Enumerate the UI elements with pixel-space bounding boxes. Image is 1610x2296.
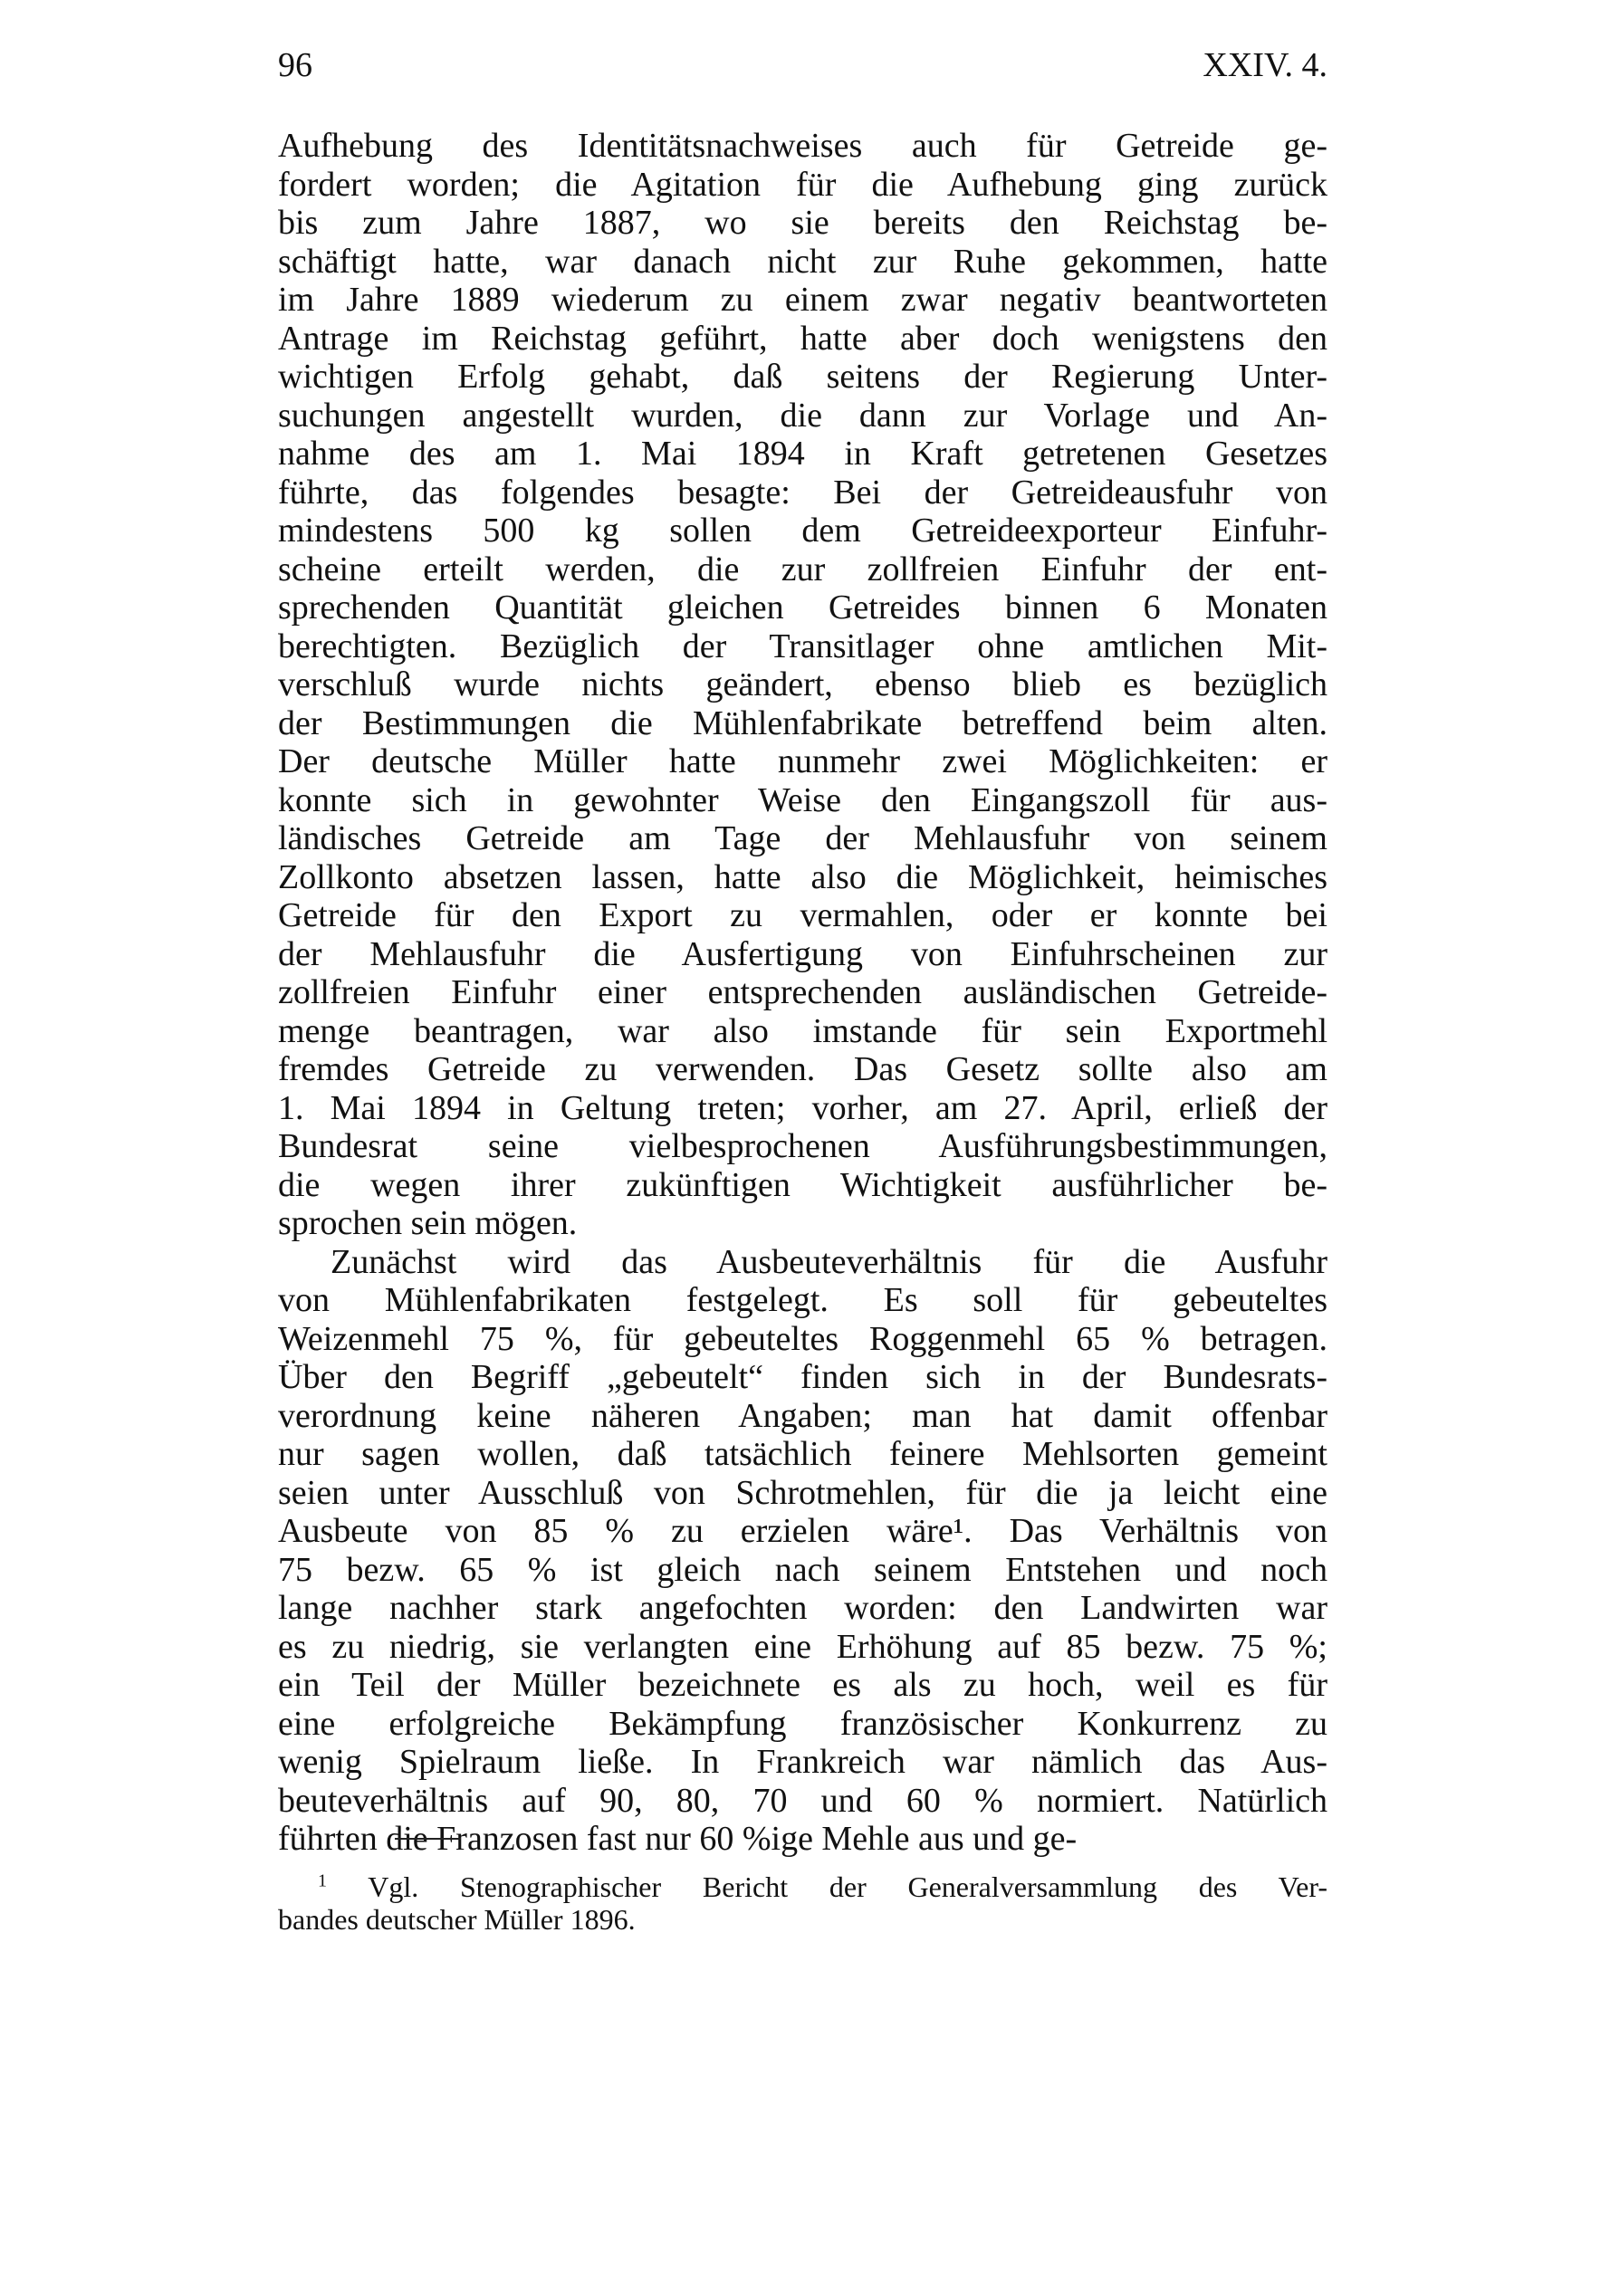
text-line: nur sagen wollen, daß tatsächlich feinere Mehlsorten gemeint: [278, 1435, 1327, 1473]
text-line: menge beantragen, war also imstande für sein Exportmehl: [278, 1011, 1327, 1050]
text-line: der Mehlausfuhr die Ausfertigung von Einfuhrscheinen zur: [278, 934, 1327, 973]
text-line: wichtigen Erfolg gehabt, daß seitens der Regierung Unter-: [278, 358, 1327, 396]
text-line: von Mühlenfabrikaten festgelegt. Es soll für gebeuteltes: [278, 1281, 1327, 1319]
text-line: führten die Franzosen fast nur 60 %ige Mehle aus und ge-: [278, 1820, 1078, 1858]
text-line: beuteverhältnis auf 90, 80, 70 und 60 % normiert. Natürlich: [278, 1781, 1327, 1820]
text-line: Zollkonto absetzen lassen, hatte also die Möglichkeit, heimisches: [278, 857, 1327, 896]
text-line: es zu niedrig, sie verlangten eine Erhöhung auf 85 bezw. 75 %;: [278, 1627, 1327, 1666]
text-line: bis zum Jahre 1887, wo sie bereits den Reichstag be-: [278, 204, 1327, 242]
text-line: Getreide für den Export zu vermahlen, oder er konnte bei: [278, 896, 1327, 934]
page-number: 96: [278, 46, 312, 84]
text-line: verordnung keine näheren Angaben; man hat damit offenbar: [278, 1396, 1327, 1435]
text-line: verschluß wurde nichts geändert, ebenso blieb es bezüglich: [278, 665, 1327, 703]
text-line: Über den Begriff „gebeutelt“ finden sich in der Bundesrats-: [278, 1358, 1327, 1396]
text-line: scheine erteilt werden, die zur zollfreien Einfuhr der ent-: [278, 550, 1327, 588]
footnote-text: Vgl. Stenographischer Bericht der Generalversammlung des Ver-: [368, 1870, 1328, 1903]
text-line: führte, das folgendes besagte: Bei der Getreideausfuhr von: [278, 473, 1327, 512]
text-line: 75 bezw. 65 % ist gleich nach seinem Entstehen und noch: [278, 1550, 1327, 1589]
text-line: lange nachher stark angefochten worden: den Landwirten war: [278, 1589, 1327, 1627]
text-line: nahme des am 1. Mai 1894 in Kraft getretenen Gesetzes: [278, 435, 1327, 473]
text-line: seien unter Ausschluß von Schrotmehlen, für die ja leicht eine: [278, 1473, 1327, 1512]
text-line: Aufhebung des Identitätsnachweises auch für Getreide ge-: [278, 127, 1327, 165]
footnote: [278, 1870, 1327, 1936]
text-line: sprochen sein mögen.: [278, 1204, 578, 1242]
text-line: sprechenden Quantität gleichen Getreides binnen 6 Monaten: [278, 588, 1327, 627]
footnote-line: bandes deutscher Müller 1896.: [278, 1903, 636, 1936]
text-line: Antrage im Reichstag geführt, hatte aber doch wenigstens den: [278, 319, 1327, 358]
text-line: fordert worden; die Agitation für die Aufhebung ging zurück: [278, 165, 1327, 204]
text-line: 1. Mai 1894 in Geltung treten; vorher, am 27. April, erließ der: [278, 1088, 1327, 1127]
text-line: konnte sich in gewohnter Weise den Eingangszoll für aus-: [278, 780, 1327, 819]
footnote-divider: [395, 1838, 461, 1840]
footnote-line: [278, 1870, 1327, 1903]
footnote-marker: 1: [318, 1870, 327, 1891]
text-line: Weizenmehl 75 %, für gebeuteltes Roggenmehl 65 % betragen.: [278, 1319, 1327, 1358]
text-line: der Bestimmungen die Mühlenfabrikate betreffend beim alten.: [278, 703, 1327, 742]
text-line: die wegen ihrer zukünftigen Wichtigkeit ausführlicher be-: [278, 1165, 1327, 1204]
text-line: fremdes Getreide zu verwenden. Das Gesetz sollte also am: [278, 1050, 1327, 1088]
text-line: schäftigt hatte, war danach nicht zur Ruhe gekommen, hatte: [278, 242, 1327, 281]
body-text: [278, 127, 1327, 1859]
text-line: suchungen angestellt wurden, die dann zur Vorlage und An-: [278, 396, 1327, 435]
text-line: berechtigten. Bezüglich der Transitlager ohne amtlichen Mit-: [278, 627, 1327, 665]
text-line: ein Teil der Müller bezeichnete es als zu hoch, weil es für: [278, 1666, 1327, 1704]
text-line: mindestens 500 kg sollen dem Getreideexporteur Einfuhr-: [278, 512, 1327, 550]
text-line: Der deutsche Müller hatte nunmehr zwei Möglichkeiten: er: [278, 742, 1327, 780]
text-line: wenig Spielraum ließe. In Frankreich war nämlich das Aus-: [278, 1743, 1327, 1781]
text-line: Ausbeute von 85 % zu erzielen wäre¹. Das Verhältnis von: [278, 1512, 1327, 1550]
section-heading: XXIV. 4.: [1203, 46, 1327, 84]
text-line: zollfreien Einfuhr einer entsprechenden ausländischen Getreide-: [278, 973, 1327, 1011]
text-line: ländisches Getreide am Tage der Mehlausfuhr von seinem: [278, 819, 1327, 857]
text-line: im Jahre 1889 wiederum zu einem zwar negativ beantworteten: [278, 281, 1327, 319]
text-line: Bundesrat seine vielbesprochenen Ausführungsbestimmungen,: [278, 1127, 1327, 1165]
text-line: Zunächst wird das Ausbeuteverhältnis für die Ausfuhr: [331, 1242, 1327, 1281]
text-line: eine erfolgreiche Bekämpfung französischer Konkurrenz zu: [278, 1704, 1327, 1743]
